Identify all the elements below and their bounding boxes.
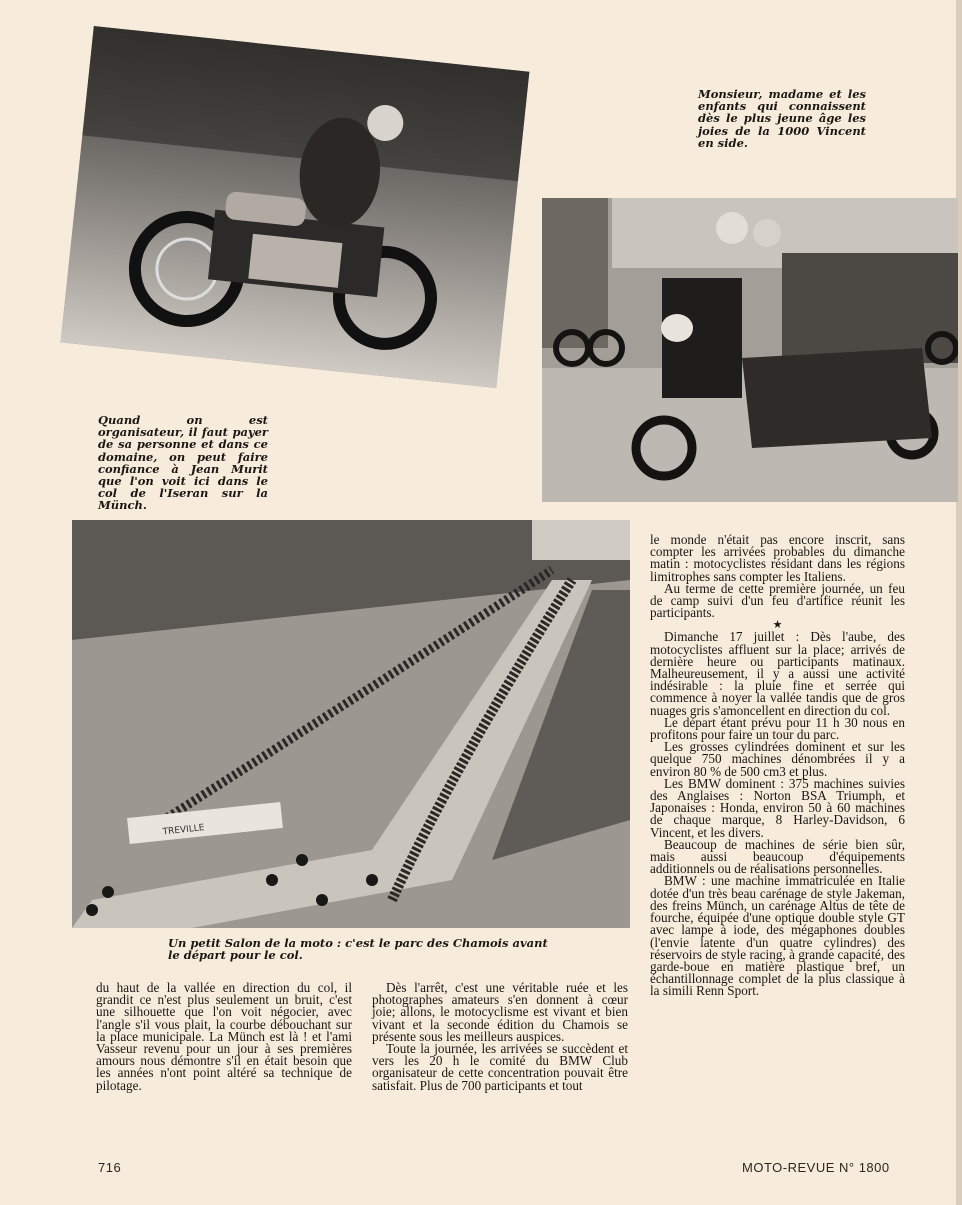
- magazine-issue: MOTO-REVUE N° 1800: [742, 1160, 890, 1175]
- paragraph: Le départ étant prévu pour 11 h 30 nous en profitons pour faire un tour du parc.: [650, 714, 905, 743]
- article-column-left: [96, 982, 352, 1092]
- paragraph: Les BMW dominent : 375 machines suivies des Anglaises : Norton BSA Triumph, et Japonaises : Honda, environ 50 à 60 machines de chaque marque, 8 Harley-Davidson, 6 Vincent, et les divers.: [650, 775, 905, 840]
- article-column-middle: [372, 982, 628, 1092]
- article-column-right: [650, 534, 905, 998]
- photo-munch-rider: [61, 26, 530, 388]
- paragraph: Dimanche 17 juillet : Dès l'aube, des motocyclistes affluent sur la place; arrivés de dernière heure ou participants matinaux. Malheureusement, il y a aussi une activité indésirable : la pluie fine et serrée qui commence à noyer la vallée tandis que de gros nuages gris s'amoncellent en direction du col.: [650, 629, 905, 718]
- paragraph: BMW : une machine immatriculée en Italie dotée d'un très beau carénage de style Jakeman, des freins Münch, un carénage Altus de tête de fourche, équipée d'une optique double style GT avec lampe à iode, des mégaphones doubles (l'envie latente d'un quatre cylindres) des réservoirs de style racing, à grande capacité, des garde-boue en matière plastique bref, un échantillonnage complet de la plus classique à la simili Renn Sport.: [650, 873, 905, 999]
- paragraph: Dès l'arrêt, c'est une véritable ruée et les photographes amateurs s'en donnent à cœur joie; allons, le motocyclisme est vivant et bien vivant et la seconde édition du Chamois se présente sous les meilleurs auspices.: [372, 980, 628, 1044]
- caption-vincent: Monsieur, madame et les enfants qui connaissent dès le plus jeune âge les joies de la 1000 Vincent en side.: [698, 87, 866, 150]
- paragraph: le monde n'était pas encore inscrit, sans compter les arrivées probables du dimanche matin : motocyclistes résidant dans les régions limitrophes sans compter les Italiens.: [650, 532, 905, 584]
- page-edge: [956, 0, 962, 1205]
- paragraph: Au terme de cette première journée, un feu de camp suivi d'un feu d'artifice réunit les participants.: [650, 580, 905, 621]
- page-number: 716: [98, 1160, 122, 1175]
- munch-rider-image: [61, 26, 530, 388]
- parc-aerial-image: [72, 520, 630, 928]
- paragraph: Les grosses cylindrées dominent et sur les quelque 750 machines dénombrées il y a environ 80 % de 500 cm3 et plus.: [650, 739, 905, 779]
- banner-text: TREVILLE: [162, 823, 206, 838]
- caption-salon: Un petit Salon de la moto : c'est le parc des Chamois avant le départ pour le col.: [168, 936, 548, 963]
- paragraph: Beaucoup de machines de série bien sûr, mais aussi beaucoup d'équipements additionnels ou de réalisations personnelles.: [650, 836, 905, 877]
- photo-vincent-sidecar: [542, 198, 958, 502]
- section-star: ★: [772, 619, 783, 632]
- paragraph: du haut de la vallée en direction du col, il grandit ce n'est plus seulement un bruit, c'est une silhouette que l'on voit négocier, avec l'angle s'il vous plait, la courbe débouchant sur la place municipale. La Münch est là ! et l'ami Vasseur revenu pour un jour à ses premières amours nous démontre s'il en était besoin que les années n'ont point altéré sa technique de pilotage.: [96, 980, 352, 1093]
- photo-parc-chamois: [72, 520, 630, 928]
- paragraph: Toute la journée, les arrivées se succèdent et vers les 20 h le comité du BMW Club organisateur de cette concentration pouvait être satisfait. Plus de 700 participants et tout: [372, 1041, 628, 1093]
- sidecar-image: [542, 198, 958, 502]
- caption-murit: Quand on est organisateur, il faut payer de sa personne et dans ce domaine, on peut faire confiance à Jean Murit que l'on voit ici dans le col de l'Iseran sur la Münch.: [98, 413, 268, 513]
